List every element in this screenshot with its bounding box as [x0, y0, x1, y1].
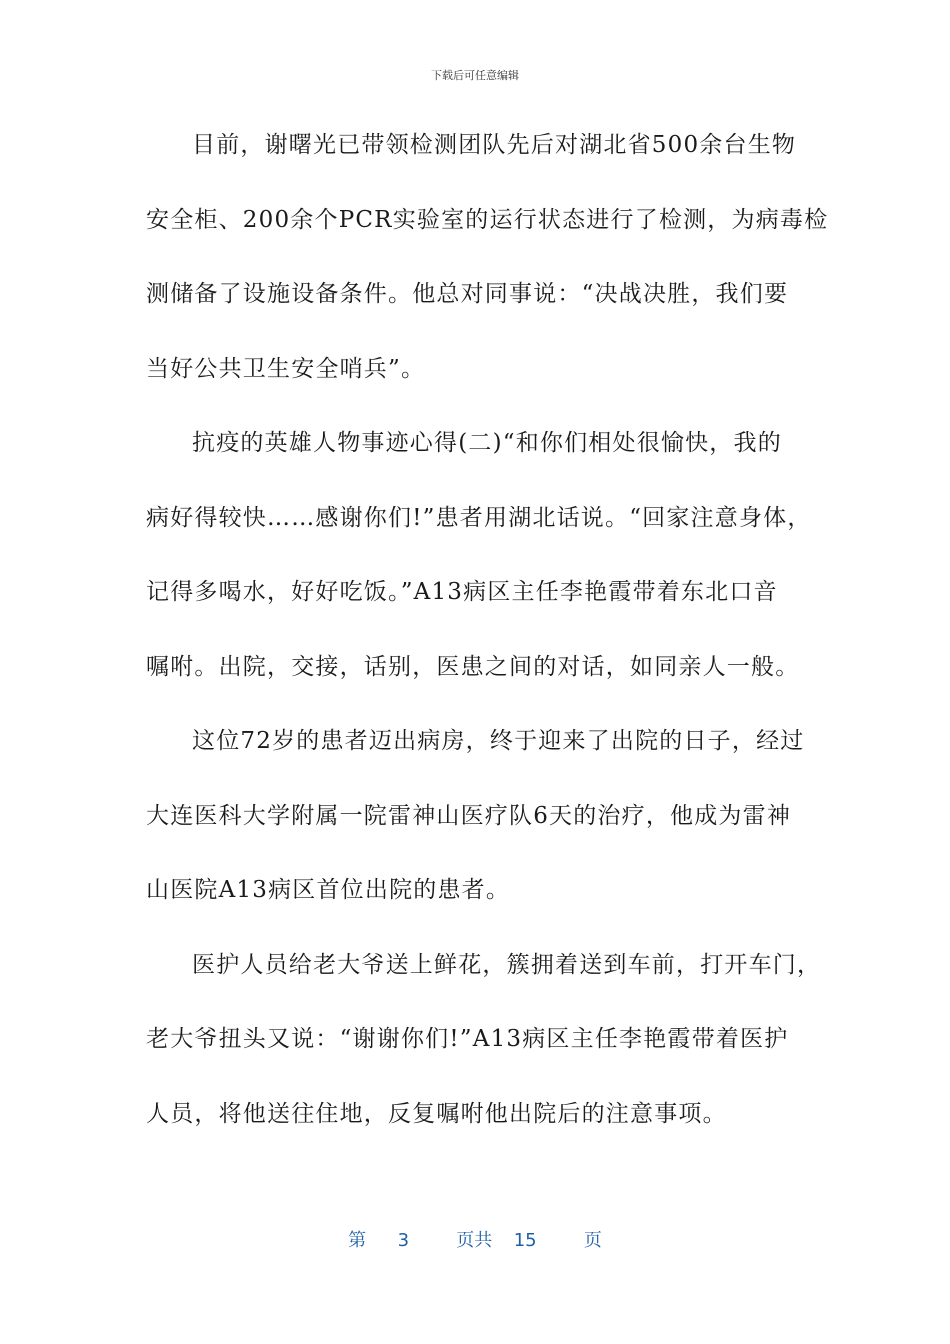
paragraph-line: 山医院A13病区首位出院的患者。	[146, 877, 511, 903]
document-body	[146, 126, 829, 1169]
total-pages-number: 15	[513, 1230, 537, 1251]
paragraph-line: 安全柜、200余个PCR实验室的运行状态进行了检测，为病毒检	[146, 206, 829, 233]
paragraph-line: 当好公共卫生安全哨兵”。	[146, 355, 426, 382]
paragraph-line: 这位72岁的患者迈出病房，终于迎来了出院的日子，经过	[192, 728, 805, 754]
paragraph-line: 抗疫的英雄人物事迹心得(二)“和你们相处很愉快，我的	[192, 430, 782, 456]
current-page-number: 3	[397, 1230, 410, 1251]
paragraph-line: 记得多喝水，好好吃饭。”A13病区主任李艳霞带着东北口音	[146, 579, 778, 605]
footer-label-page: 第	[348, 1230, 367, 1251]
paragraph-line: 老大爷扭头又说：“谢谢你们!”A13病区主任李艳霞带着医护	[146, 1026, 789, 1052]
header-note: 下载后可任意编辑	[431, 69, 519, 82]
paragraph-line: 嘱咐。出院，交接，话别，医患之间的对话，如同亲人一般。	[146, 653, 800, 680]
paragraph-line: 大连医科大学附属一院雷神山医疗队6天的治疗，他成为雷神	[146, 802, 792, 829]
paragraph-line: 目前，谢曙光已带领检测团队先后对湖北省500余台生物	[192, 132, 797, 158]
footer-label-end: 页	[583, 1230, 602, 1251]
paragraph-line: 测储备了设施设备条件。他总对同事说：“决战决胜，我们要	[146, 281, 789, 307]
paragraph-line: 医护人员给老大爷送上鲜花，簇拥着送到车前，打开车门，	[192, 951, 822, 978]
footer-label-total: 页共	[456, 1230, 493, 1251]
page-footer	[0, 1226, 950, 1252]
paragraph-line: 人员，将他送往住地，反复嘱咐他出院后的注意事项。	[146, 1100, 727, 1127]
paragraph-line: 病好得较快……感谢你们!”患者用湖北话说。“回家注意身体，	[146, 504, 812, 531]
